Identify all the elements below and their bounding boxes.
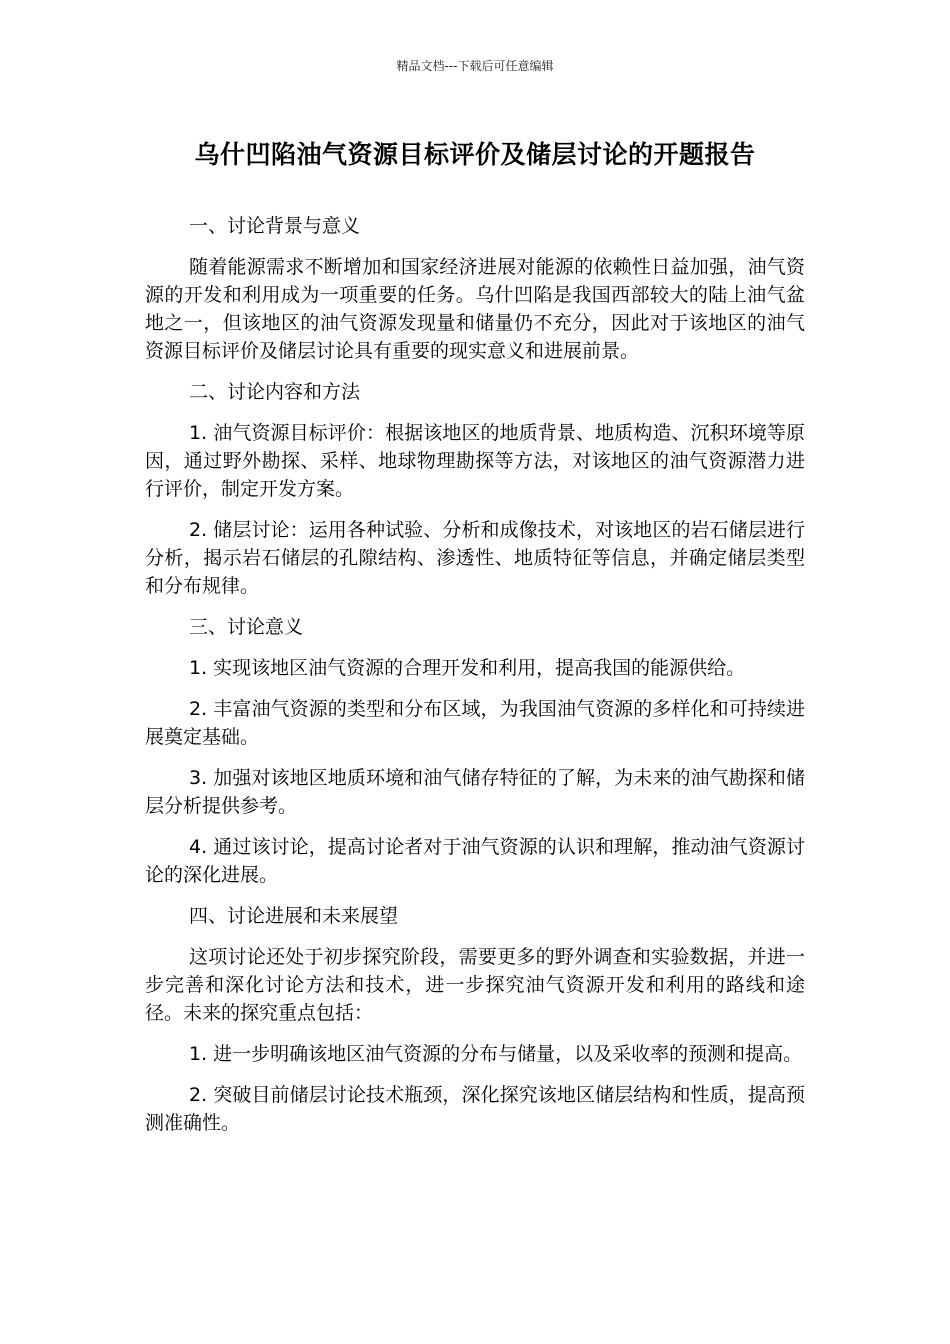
document-body <box>145 212 805 1150</box>
section-heading-significance: 三、讨论意义 <box>189 616 304 638</box>
section-heading-content-methods: 二、讨论内容和方法 <box>189 381 361 403</box>
list-item-outlook-2: 2. 突破目前储层讨论技术瓶颈，深化探究该地区储层结构和性质，提高预测准确性。 <box>145 1084 805 1134</box>
list-item-significance-4: 4. 通过该讨论，提高讨论者对于油气资源的认识和理解，推动油气资源讨论的深化进展。 <box>145 836 805 886</box>
header-note: 精品文档---下载后可任意编辑 <box>396 59 554 73</box>
section-heading-background: 一、讨论背景与意义 <box>189 215 361 237</box>
list-item-resource-evaluation: 1. 油气资源目标评价：根据该地区的地质背景、地质构造、沉积环境等原因，通过野外勘探、采样、地球物理勘探等方法，对该地区的油气资源潜力进行评价，制定开发方案。 <box>145 422 805 500</box>
paragraph-background: 随着能源需求不断增加和国家经济进展对能源的依赖性日益加强，油气资源的开发和利用成为一项重要的任务。乌什凹陷是我国西部较大的陆上油气盆地之一，但该地区的油气资源发现量和储量仍不充分，因此对于该地区的油气资源目标评价及储层讨论具有重要的现实意义和进展前景。 <box>145 256 805 362</box>
list-item-significance-1: 1. 实现该地区油气资源的合理开发和利用，提高我国的能源供给。 <box>189 657 746 679</box>
paragraph-progress: 这项讨论还处于初步探究阶段，需要更多的野外调查和实验数据，并进一步完善和深化讨论方法和技术，进一步探究油气资源开发和利用的路线和途径。未来的探究重点包括： <box>145 946 805 1024</box>
list-item-outlook-1: 1. 进一步明确该地区油气资源的分布与储量，以及采收率的预测和提高。 <box>189 1043 803 1065</box>
list-item-significance-2: 2. 丰富油气资源的类型和分布区域，为我国油气资源的多样化和可持续进展奠定基础。 <box>145 698 805 748</box>
list-item-reservoir-study: 2. 储层讨论：运用各种试验、分析和成像技术，对该地区的岩石储层进行分析，揭示岩石储层的孔隙结构、渗透性、地质特征等信息，并确定储层类型和分布规律。 <box>145 519 805 597</box>
list-item-significance-3: 3. 加强对该地区地质环境和油气储存特征的了解，为未来的油气勘探和储层分析提供参考。 <box>145 767 805 817</box>
section-heading-progress-outlook: 四、讨论进展和未来展望 <box>189 905 399 927</box>
document-title: 乌什凹陷油气资源目标评价及储层讨论的开题报告 <box>194 140 756 169</box>
